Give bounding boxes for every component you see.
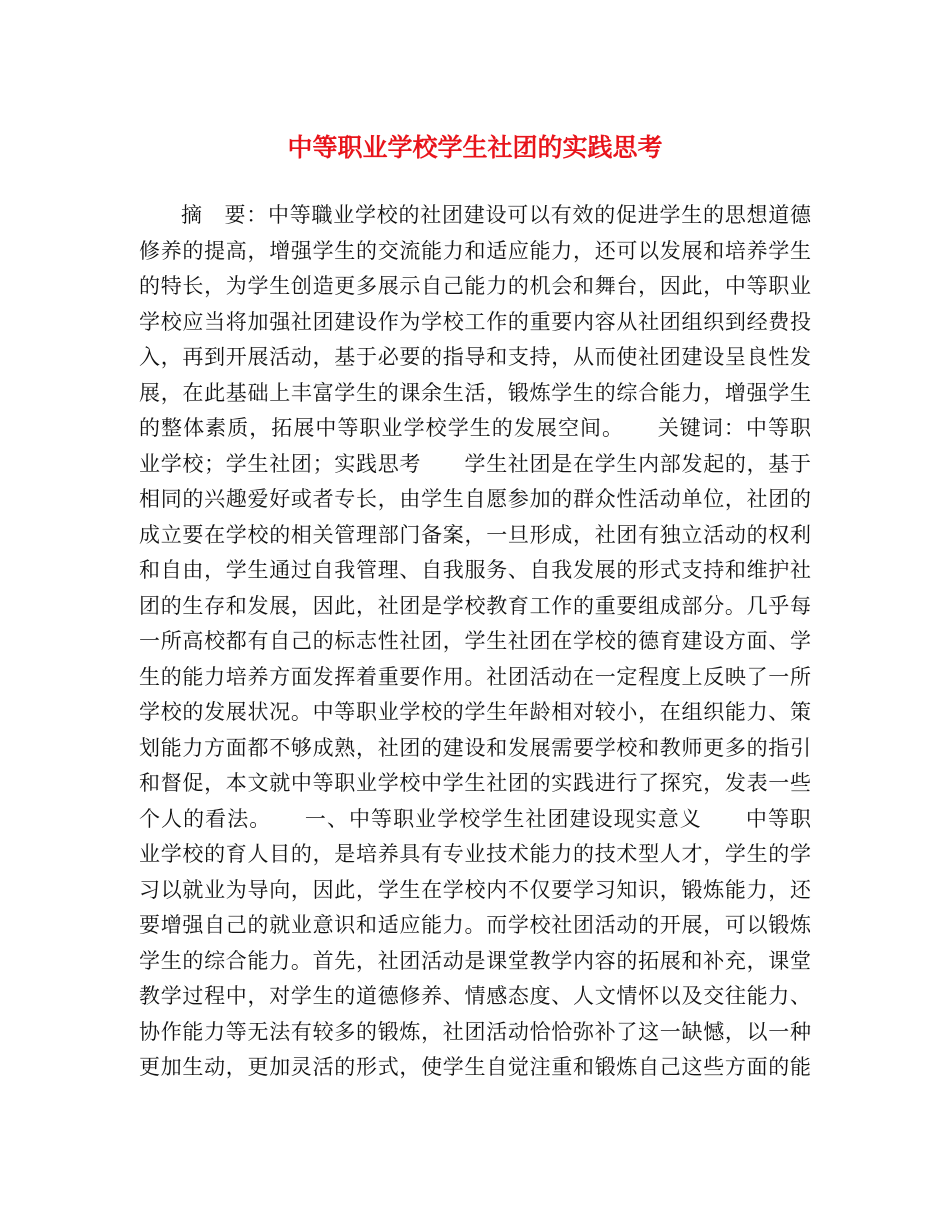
body-text [139, 198, 811, 1086]
text-line: 相同的兴趣爱好或者专长，由学生自愿参加的群众性活动单位，社团的 [139, 487, 811, 511]
text-line: 摘 要：中等職业学校的社团建设可以有效的促进学生的思想道德 [181, 203, 811, 227]
text-line: 习以就业为导向，因此，学生在学校内不仅要学习知识，锻炼能力，还 [139, 877, 811, 902]
text-line: 学校应当将加强社团建设作为学校工作的重要内容从社团组织到经费投 [139, 309, 811, 334]
text-line: 展，在此基础上丰富学生的课余生活，锻炼学生的综合能力，增强学生 [139, 380, 811, 405]
text-line: 入，再到开展活动，基于必要的指导和支持，从而使社团建设呈良性发 [139, 345, 811, 369]
text-line: 的特长，为学生创造更多展示自己能力的机会和舞台，因此，中等职业 [139, 274, 811, 298]
text-line: 业学校；学生社团；实践思考 学生社团是在学生内部发起的，基于 [139, 451, 811, 476]
page-title: 中等职业学校学生社团的实践思考 [287, 133, 663, 162]
text-line: 要增强自己的就业意识和适应能力。而学校社团活动的开展，可以锻炼 [139, 913, 811, 937]
text-line: 协作能力等无法有较多的锻炼，社团活动恰恰弥补了这一缺憾，以一种 [139, 1019, 811, 1044]
text-line: 教学过程中，对学生的道德修养、情感态度、人文情怀以及交往能力、 [139, 984, 811, 1008]
text-line: 修养的提高，增强学生的交流能力和适应能力，还可以发展和培养学生 [139, 238, 811, 263]
text-line: 的整体素质，拓展中等职业学校学生的发展空间。 关键词：中等职 [139, 416, 811, 440]
text-line: 学生的综合能力。首先，社团活动是课堂教学内容的拓展和补充，课堂 [139, 948, 811, 973]
text-line: 一所高校都有自己的标志性社团，学生社团在学校的德育建设方面、学 [139, 629, 811, 653]
text-line: 更加生动，更加灵活的形式，使学生自觉注重和锻炼自己这些方面的能 [139, 1055, 811, 1079]
text-line: 生的能力培养方面发挥着重要作用。社团活动在一定程度上反映了一所 [139, 664, 811, 689]
text-line: 划能力方面都不够成熟，社团的建设和发展需要学校和教师更多的指引 [139, 735, 811, 760]
text-line: 学校的发展状况。中等职业学校的学生年龄相对较小，在组织能力、策 [139, 700, 811, 724]
text-line: 个人的看法。 一、中等职业学校学生社团建设现实意义 中等职 [139, 806, 811, 831]
text-line: 团的生存和发展，因此，社团是学校教育工作的重要组成部分。几乎每 [139, 593, 811, 618]
text-line: 和自由，学生通过自我管理、自我服务、自我发展的形式支持和维护社 [139, 558, 811, 582]
text-line: 成立要在学校的相关管理部门备案，一旦形成，社团有独立活动的权利 [139, 522, 811, 547]
text-line: 业学校的育人目的，是培养具有专业技术能力的技术型人才，学生的学 [139, 842, 811, 866]
text-line: 和督促，本文就中等职业学校中学生社团的实践进行了探究，发表一些 [139, 771, 811, 795]
